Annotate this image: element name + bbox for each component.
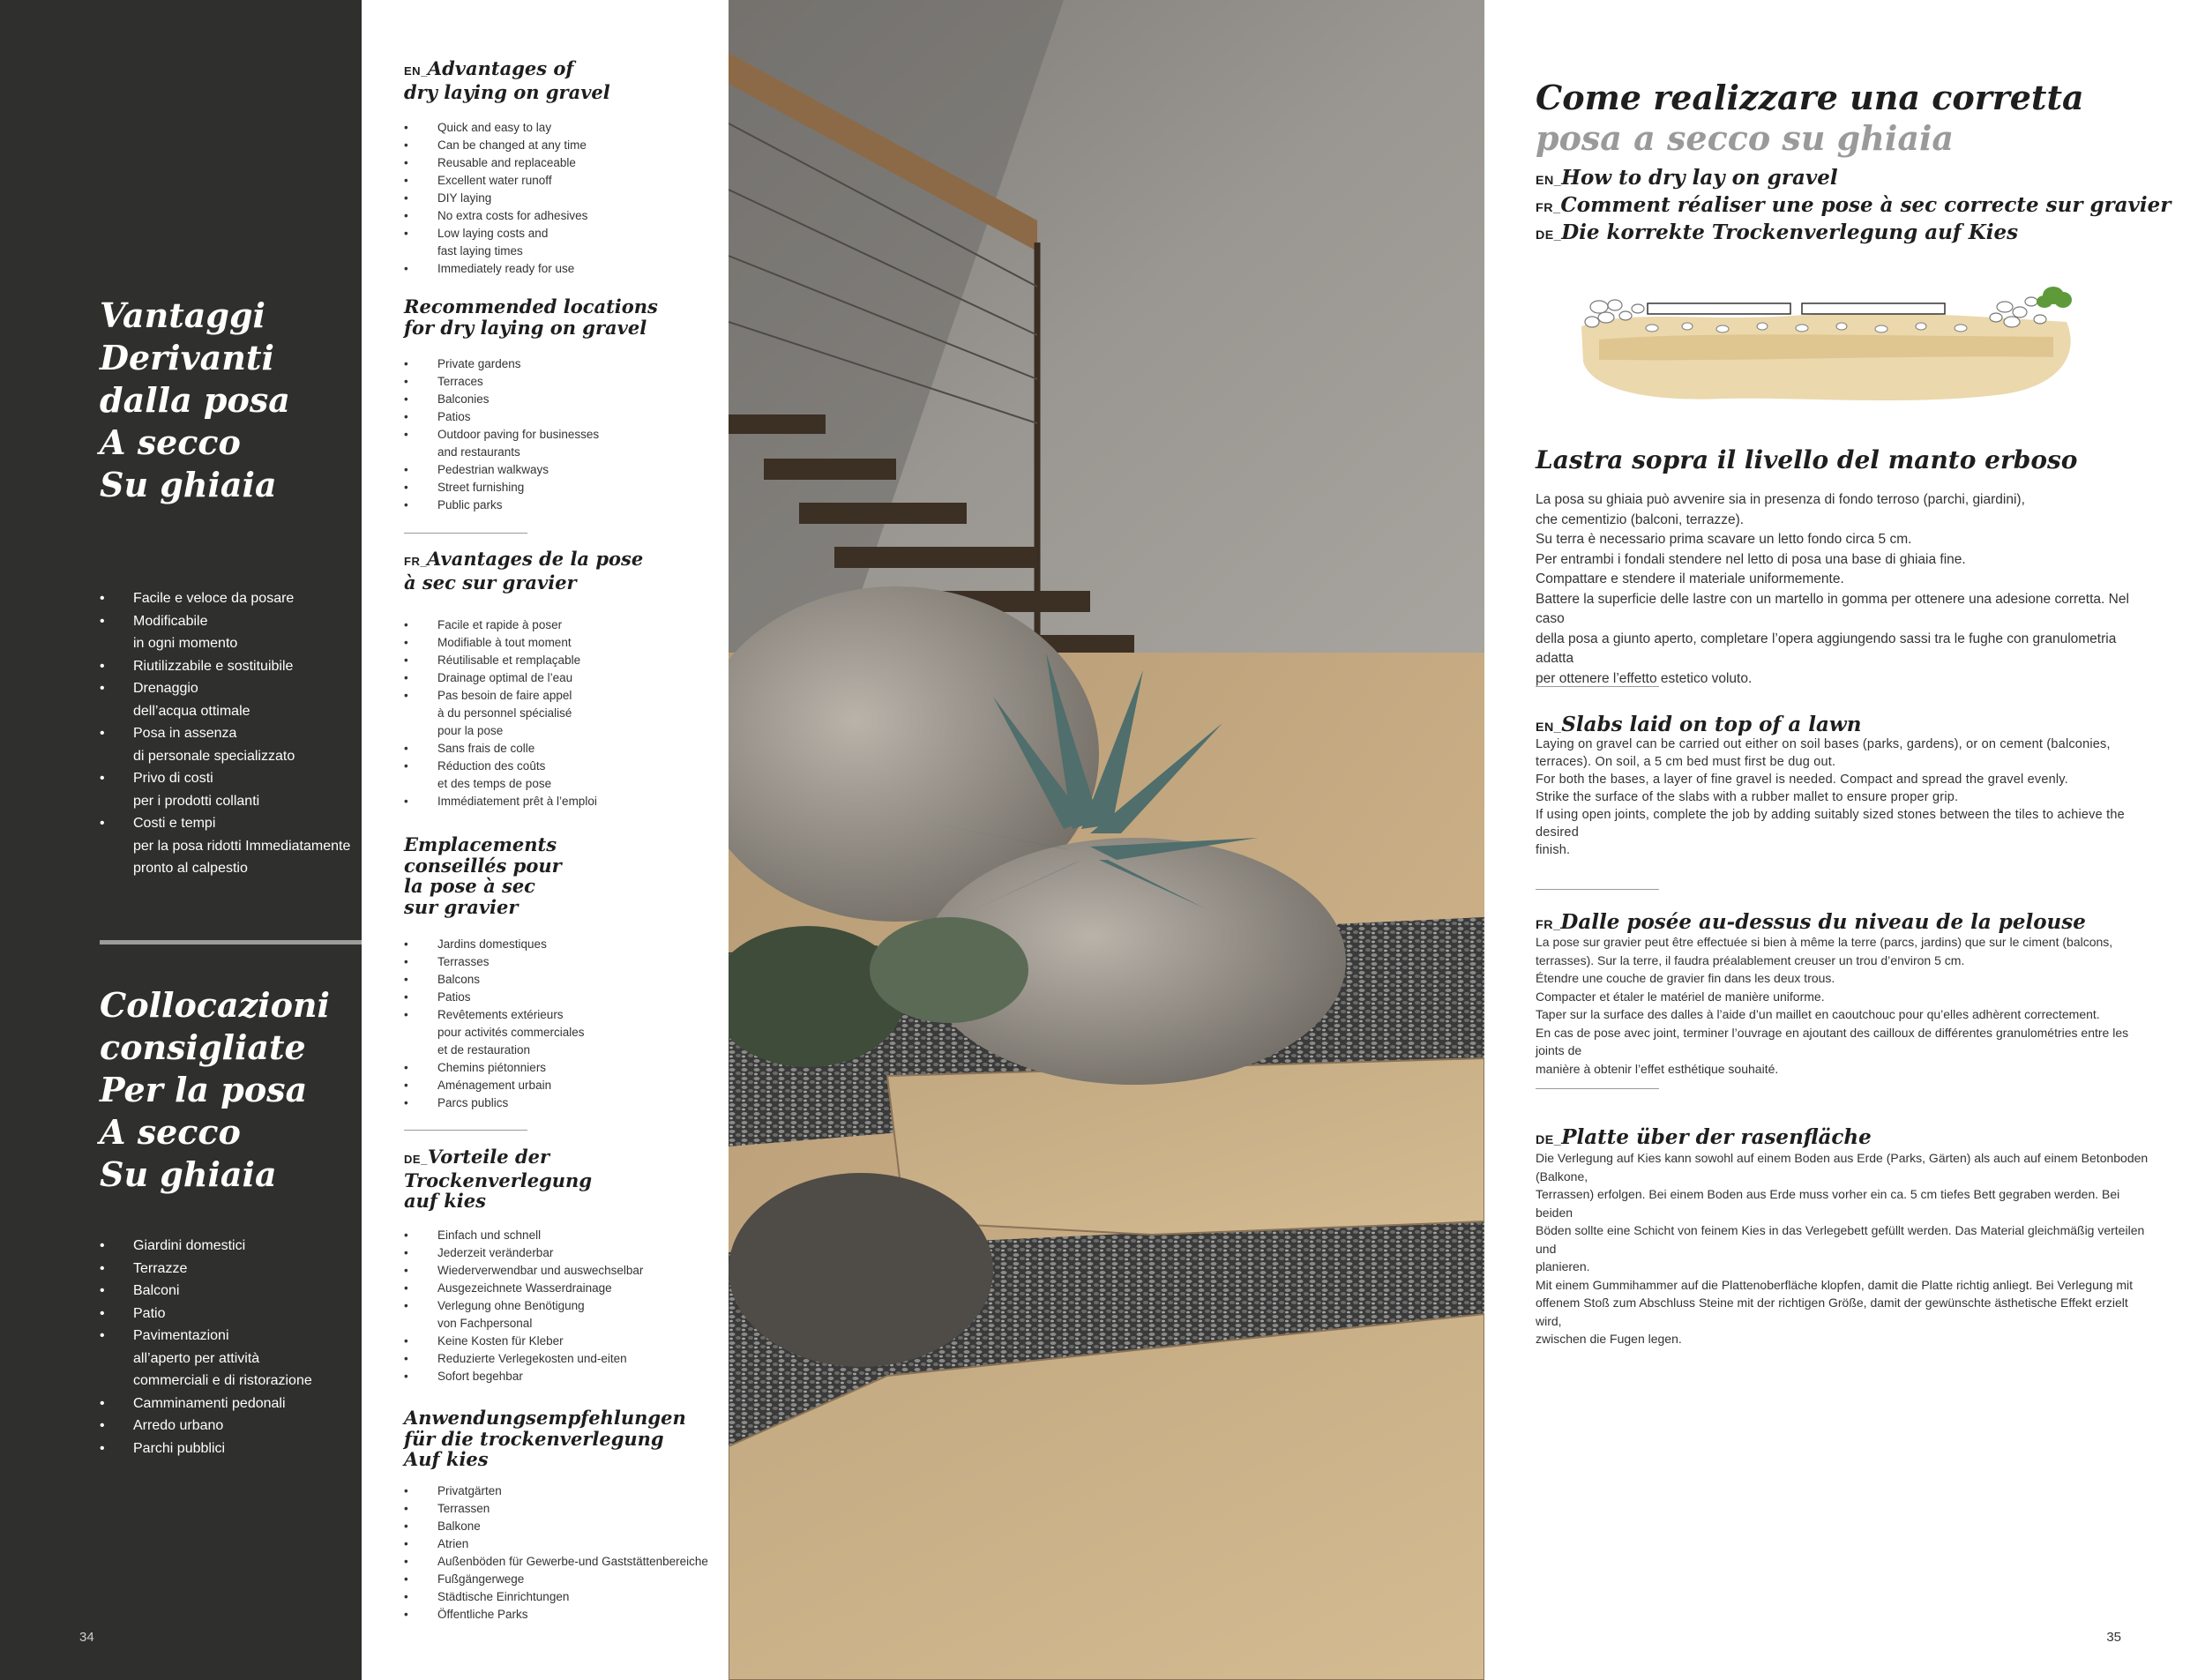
- en-section-title: EN_Slabs laid on top of a lawn: [1536, 713, 1862, 736]
- list-item: • Giardini domestici: [100, 1235, 312, 1258]
- list-item: • Riutilizzabile e sostituibile: [100, 655, 350, 678]
- de-advantages-list: [404, 1227, 643, 1385]
- list-item: • Public parks: [404, 497, 599, 514]
- divider-rule: [404, 1130, 527, 1131]
- de-locations-heading: Anwendungsempfehlungen für die trockenverlegung Auf kies: [404, 1407, 686, 1470]
- list-item: • Verlegung ohne Benötigung von Fachpersonal: [404, 1297, 643, 1333]
- list-item: • Camminamenti pedonali: [100, 1393, 312, 1415]
- list-item: • Parchi pubblici: [100, 1437, 312, 1460]
- list-item: • Facile e veloce da posare: [100, 587, 350, 610]
- list-item: • Street furnishing: [404, 479, 599, 497]
- list-item: • Reduzierte Verlegekosten und-eiten: [404, 1350, 643, 1368]
- list-item: • Ausgezeichnete Wasserdrainage: [404, 1280, 643, 1297]
- body-line: terraces). On soil, a 5 cm bed must first be dug out.: [1536, 755, 1836, 769]
- body-line: Laying on gravel can be carried out either on soil bases (parks, gardens), or on cement (balconies,: [1536, 737, 2111, 751]
- fr-advantages-heading-text: Avantages de la pose à sec sur gravier: [404, 548, 644, 594]
- lang-tag-en: EN_: [404, 64, 428, 78]
- list-item: • Atrien: [404, 1535, 708, 1553]
- body-line: planieren.: [1536, 1259, 1590, 1273]
- en-advantages-heading: [404, 58, 610, 102]
- lang-tag-de: DE_: [404, 1153, 428, 1166]
- list-item: • DIY laying: [404, 190, 587, 207]
- list-item: • Städtische Einrichtungen: [404, 1588, 708, 1606]
- body-line: finish.: [1536, 843, 1571, 857]
- divider-rule: [1536, 1088, 1659, 1089]
- en-advantages-heading-text: Advantages of dry laying on gravel: [404, 57, 610, 103]
- body-line: Su terra è necessario prima scavare un letto fondo circa 5 cm.: [1536, 532, 1912, 547]
- body-line: manière à obtenir l’effet esthétique souhaité.: [1536, 1061, 1779, 1076]
- list-item: • Pavimentazioni all’aperto per attività commerciali e di ristorazione: [100, 1325, 312, 1393]
- body-line: For both the bases, a layer of fine gravel is needed. Compact and spread the gravel evenly.: [1536, 773, 2068, 787]
- list-item: • Jederzeit veränderbar: [404, 1244, 643, 1262]
- fr-section-body: [1536, 933, 2153, 1078]
- list-item: • Reusable and replaceable: [404, 154, 587, 172]
- it-section-title: Lastra sopra il livello del manto erboso: [1536, 445, 2078, 474]
- body-line: offenem Stoß zum Abschluss Steine mit der richtigen Größe, damit der gewünschte ästhetische Effekt erzielt wird,: [1536, 1295, 2128, 1328]
- fr-advantages-list: [404, 616, 597, 810]
- list-item: • Patios: [404, 989, 585, 1006]
- fr-locations-list: [404, 936, 585, 1112]
- list-item: • Arredo urbano: [100, 1415, 312, 1437]
- body-line: La pose sur gravier peut être effectuée si bien à même la terre (parcs, jardins) que sur le ciment (balcons,: [1536, 935, 2113, 949]
- body-line: terrasses). Sur la terre, il faudra préalablement creuser un trou d’environ 5 cm.: [1536, 952, 1965, 967]
- list-item: • Balkone: [404, 1518, 708, 1535]
- body-line: En cas de pose avec joint, terminer l’ouvrage en ajoutant des cailloux de différentes granulométries entre les joints de: [1536, 1025, 2129, 1057]
- list-item: • Fußgängerwege: [404, 1571, 708, 1588]
- floor-slab: [887, 1058, 1484, 1235]
- list-item: • Privo di costi per i prodotti collanti: [100, 767, 350, 812]
- de-advantages-heading-text: Vorteile der Trockenverlegung auf kies: [404, 1146, 593, 1212]
- left-sidebar: [0, 0, 362, 1680]
- locations-list-it: [100, 1235, 312, 1460]
- en-advantages-list: [404, 119, 587, 278]
- list-item: • Terrazze: [100, 1258, 312, 1281]
- body-line: Böden sollte eine Schicht von feinem Kies in das Verlegebett gefüllt werden. Das Material gleichmäßig verteilen und: [1536, 1223, 2145, 1256]
- list-item: • Can be changed at any time: [404, 137, 587, 154]
- gravel-cross-section-diagram: [1573, 273, 2075, 406]
- multilingual-column: [362, 0, 729, 1680]
- it-section-body: [1536, 490, 2153, 689]
- main-title-line-1: Come realizzare una corretta: [1536, 78, 2084, 117]
- body-line: Compattare e stendere il materiale uniformemente.: [1536, 571, 1844, 586]
- list-item: • Balconi: [100, 1280, 312, 1303]
- page-number-right: 35: [2106, 1630, 2121, 1645]
- list-item: • Sans frais de colle: [404, 740, 597, 758]
- list-item: • Keine Kosten für Kleber: [404, 1333, 643, 1350]
- main-title-line-2: posa a secco su ghiaia: [1536, 118, 1954, 158]
- lang-tag-fr: FR_: [404, 555, 428, 568]
- list-item: • Immediately ready for use: [404, 260, 587, 278]
- list-item: • Sofort begehbar: [404, 1368, 643, 1385]
- en-section-body: [1536, 735, 2153, 859]
- list-item: • Pedestrian walkways: [404, 461, 599, 479]
- section-divider: [100, 940, 362, 945]
- list-item: • Immédiatement prêt à l’emploi: [404, 793, 597, 810]
- fr-locations-heading: Emplacements conseillés pour la pose à sec sur gravier: [404, 833, 562, 918]
- list-item: • Terraces: [404, 373, 599, 391]
- divider-rule: [1536, 889, 1659, 890]
- de-section-body: [1536, 1149, 2153, 1348]
- locations-heading-it: Collocazioni consigliate Per la posa A secco Su ghiaia: [100, 985, 330, 1194]
- divider-rule: [1536, 686, 1659, 687]
- body-line: Strike the surface of the slabs with a rubber mallet to ensure proper grip.: [1536, 790, 1959, 804]
- body-line: Étendre une couche de gravier fin dans les deux trous.: [1536, 971, 1835, 985]
- instructions-column: [1484, 0, 2205, 1680]
- slab-diagram: [1802, 303, 1945, 314]
- list-item: • Wiederverwendbar und auswechselbar: [404, 1262, 643, 1280]
- list-item: • Outdoor paving for businesses and restaurants: [404, 426, 599, 461]
- body-line: Die Verlegung auf Kies kann sowohl auf einem Boden aus Erde (Parks, Gärten) als auch auf einem Betonboden (Balkone,: [1536, 1151, 2149, 1183]
- slab-diagram: [1648, 303, 1790, 314]
- subtitle-fr: FR_Comment réaliser une pose à sec correcte sur gravier: [1536, 193, 2171, 217]
- body-line: Terrassen) erfolgen. Bei einem Boden aus Erde muss vorher ein ca. 5 cm tiefes Bett gegraben werden. Bei beiden: [1536, 1187, 2120, 1220]
- list-item: • Revêtements extérieurs pour activités commerciales et de restauration: [404, 1006, 585, 1059]
- garden-staircase-photo: [729, 0, 1484, 1680]
- list-item: • Drenaggio dell’acqua ottimale: [100, 677, 350, 722]
- body-line: Per entrambi i fondali stendere nel letto di posa una base di ghiaia fine.: [1536, 551, 1966, 567]
- list-item: • Drainage optimal de l’eau: [404, 669, 597, 687]
- list-item: • Jardins domestiques: [404, 936, 585, 953]
- body-line: Compacter et étaler le matériel de manière uniforme.: [1536, 989, 1825, 1004]
- list-item: • Terrassen: [404, 1500, 708, 1518]
- photo-illustration: [729, 0, 1484, 1680]
- en-locations-list: [404, 355, 599, 514]
- list-item: • Balconies: [404, 391, 599, 408]
- list-item: • Réduction des coûts et des temps de pose: [404, 758, 597, 793]
- en-locations-heading: Recommended locations for dry laying on gravel: [404, 295, 658, 339]
- body-line: che cementizio (balconi, terrazze).: [1536, 511, 1745, 527]
- list-item: • Modifiable à tout moment: [404, 634, 597, 652]
- body-line: per ottenere l’effetto estetico voluto.: [1536, 670, 1753, 686]
- page-number-left: 34: [79, 1630, 94, 1645]
- list-item: • Aménagement urbain: [404, 1077, 585, 1094]
- list-item: • Außenböden für Gewerbe-und Gaststättenbereiche: [404, 1553, 708, 1571]
- body-line: Mit einem Gummihammer auf die Plattenoberfläche klopfen, damit die Platte richtig anliegt. Bei Verlegung mit: [1536, 1277, 2134, 1292]
- list-item: • Balcons: [404, 971, 585, 989]
- fr-advantages-heading: [404, 549, 643, 593]
- advantages-heading-it: Vantaggi Derivanti dalla posa A secco Su ghiaia: [100, 295, 290, 504]
- list-item: • Öffentliche Parks: [404, 1606, 708, 1624]
- list-item: • Low laying costs and fast laying times: [404, 225, 587, 260]
- advantages-list-it: [100, 587, 350, 880]
- de-section-title: DE_Platte über der rasenfläche: [1536, 1125, 1872, 1149]
- list-item: • Privatgärten: [404, 1482, 708, 1500]
- list-item: • Posa in assenza di personale specializzato: [100, 722, 350, 767]
- dark-rock: [729, 1173, 993, 1367]
- de-locations-list: [404, 1482, 708, 1624]
- list-item: • Facile et rapide à poser: [404, 616, 597, 634]
- list-item: • Pas besoin de faire appel à du personnel spécialisé pour la pose: [404, 687, 597, 740]
- list-item: • Réutilisable et remplaçable: [404, 652, 597, 669]
- list-item: • Chemins piétonniers: [404, 1059, 585, 1077]
- translated-titles: [1536, 166, 2171, 248]
- main-title: [1536, 78, 2084, 159]
- body-line: La posa su ghiaia può avvenire sia in presenza di fondo terroso (parchi, giardini),: [1536, 492, 2025, 507]
- body-line: della posa a giunto aperto, completare l’opera aggiungendo sassi tra le fughe con granulometria adatta: [1536, 631, 2117, 666]
- list-item: • Quick and easy to lay: [404, 119, 587, 137]
- fr-section-title: FR_Dalle posée au-dessus du niveau de la pelouse: [1536, 910, 2086, 934]
- body-line: zwischen die Fugen legen.: [1536, 1332, 1682, 1346]
- list-item: • Excellent water runoff: [404, 172, 587, 190]
- body-line: Battere la superficie delle lastre con un martello in gomma per ottenere una adesione corretta. Nel caso: [1536, 591, 2129, 626]
- de-advantages-heading: [404, 1146, 592, 1212]
- list-item: • Patio: [100, 1303, 312, 1325]
- body-line: Taper sur la surface des dalles à l’aide d’un maillet en caoutchouc pour qu’elles adhèrent correctement.: [1536, 1007, 2100, 1021]
- body-line: If using open joints, complete the job by adding suitably sized stones between the tiles to achieve the desired: [1536, 808, 2125, 840]
- list-item: • Einfach und schnell: [404, 1227, 643, 1244]
- list-item: • Patios: [404, 408, 599, 426]
- list-item: • No extra costs for adhesives: [404, 207, 587, 225]
- list-item: • Parcs publics: [404, 1094, 585, 1112]
- list-item: • Costi e tempi per la posa ridotti Immediatamente pronto al calpestio: [100, 812, 350, 880]
- subtitle-de: DE_Die korrekte Trockenverlegung auf Kies: [1536, 220, 2019, 244]
- list-item: • Modificabile in ogni momento: [100, 610, 350, 655]
- divider-rule: [404, 533, 527, 534]
- subtitle-en: EN_How to dry lay on gravel: [1536, 166, 1838, 190]
- list-item: • Private gardens: [404, 355, 599, 373]
- list-item: • Terrasses: [404, 953, 585, 971]
